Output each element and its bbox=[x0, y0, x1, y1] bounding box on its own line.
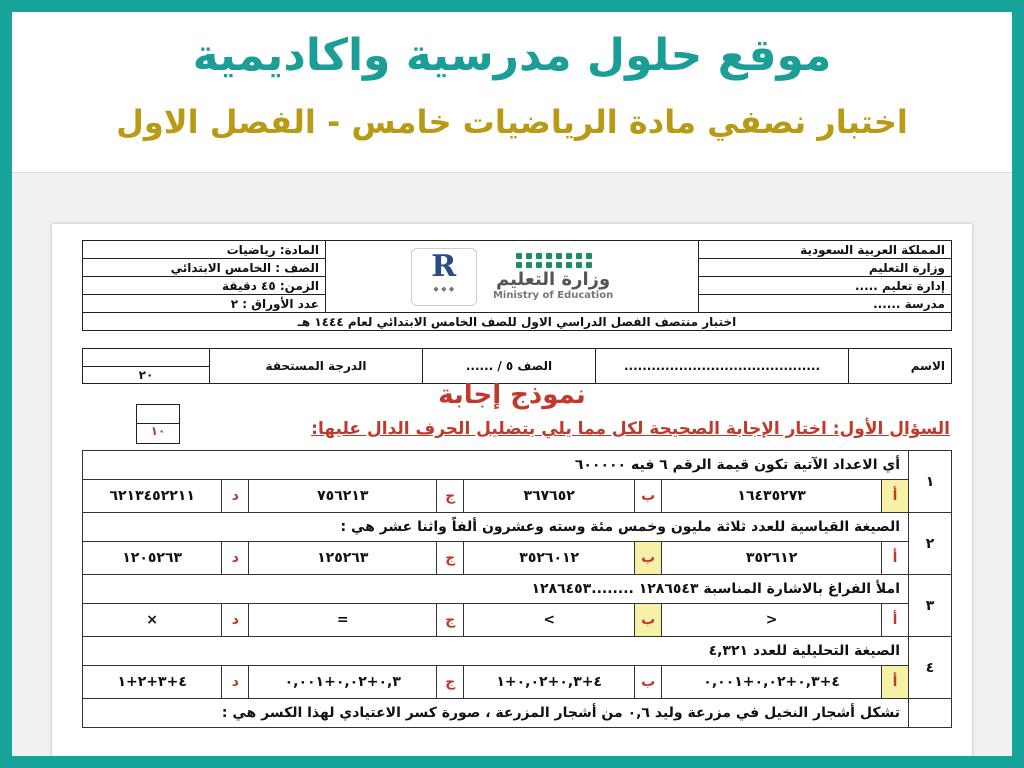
option-letter[interactable]: د bbox=[222, 480, 249, 513]
header-pages: عدد الأوراق : ٢ bbox=[83, 295, 326, 313]
question-text: الصيغة القياسية للعدد ثلاثة مليون وخمس مئة وسته وعشرون ألفاً واثنا عشر هي : bbox=[83, 513, 909, 542]
ministry-dots-icon bbox=[493, 253, 613, 268]
question-text: تشكل أشجار النخيل في مزرعة وليد ٠,٦ من أشجار المزرعة ، صورة كسر الاعتيادي لهذا الكسر هي : bbox=[83, 699, 909, 728]
option-letter[interactable]: أ bbox=[882, 480, 909, 513]
school-r-logo: R ◆ ◆ ◆ bbox=[411, 248, 477, 306]
grade-blank bbox=[83, 349, 210, 367]
option-value: ٧٥٦٢١٣ bbox=[249, 480, 437, 513]
options-row bbox=[83, 542, 952, 575]
option-value: ٤+٣+٢+١ bbox=[83, 666, 222, 699]
header-ministry: وزارة التعليم bbox=[699, 259, 952, 277]
q1-title: السؤال الأول: اختار الإجابة الصحيحة لكل مما يلي بتضليل الحرف الدال عليها: bbox=[311, 419, 950, 439]
questions-table bbox=[82, 450, 952, 728]
option-value: ١٢٥٢٦٣ bbox=[249, 542, 437, 575]
exam-title: اختبار منتصف الفصل الدراسي الاول للصف الخامس الابتدائي لعام ١٤٤٤ هـ bbox=[83, 313, 952, 331]
question-text: أي الاعداد الآتية تكون قيمة الرقم ٦ فيه ٦٠٠٠٠٠ bbox=[83, 451, 909, 480]
class-field[interactable]: الصف ٥ / ...... bbox=[423, 349, 596, 384]
option-value: ٠,٣+٠,٠٢+٠,٠٠١ bbox=[249, 666, 437, 699]
question-row bbox=[83, 513, 952, 542]
option-value: ٦٢١٣٤٥٢٢١١ bbox=[83, 480, 222, 513]
option-value: ٣٥٢٦١٢ bbox=[662, 542, 882, 575]
option-value: ١٦٤٣٥٢٧٣ bbox=[662, 480, 882, 513]
option-letter[interactable]: ب bbox=[635, 666, 662, 699]
question-row-partial bbox=[83, 699, 952, 728]
option-letter[interactable]: أ bbox=[882, 666, 909, 699]
option-value: × bbox=[83, 604, 222, 637]
exam-header-table bbox=[82, 240, 952, 331]
grade-total: ٢٠ bbox=[83, 366, 210, 384]
option-value: ٣٦٧٦٥٢ bbox=[464, 480, 635, 513]
header-subject: المادة: رياضيات bbox=[83, 241, 326, 259]
option-value: < bbox=[662, 604, 882, 637]
student-info-table bbox=[82, 348, 952, 384]
header-directorate: إدارة تعليم ..... bbox=[699, 277, 952, 295]
option-letter[interactable]: ب bbox=[635, 604, 662, 637]
header-grade: الصف : الخامس الابتدائي bbox=[83, 259, 326, 277]
question-number: ١ bbox=[909, 451, 952, 513]
option-letter[interactable]: أ bbox=[882, 542, 909, 575]
option-value: = bbox=[249, 604, 437, 637]
question-row bbox=[83, 637, 952, 666]
site-title: موقع حلول مدرسية واكاديمية bbox=[192, 30, 832, 81]
option-letter[interactable]: ج bbox=[437, 542, 464, 575]
q1-score-box bbox=[136, 404, 180, 444]
question-number bbox=[909, 699, 952, 728]
option-letter[interactable]: ج bbox=[437, 604, 464, 637]
question-row bbox=[83, 575, 952, 604]
option-letter[interactable]: ج bbox=[437, 480, 464, 513]
options-row bbox=[83, 666, 952, 699]
question-row bbox=[83, 451, 952, 480]
header-school: مدرسة ...... bbox=[699, 295, 952, 313]
option-letter[interactable]: أ bbox=[882, 604, 909, 637]
name-field[interactable]: ........................................... bbox=[596, 349, 849, 384]
option-value: ٤+٠,٣+٠,٠٢+١ bbox=[464, 666, 635, 699]
grade-label: الدرجة المستحقة bbox=[210, 349, 423, 384]
exam-paper bbox=[52, 224, 972, 756]
question-number: ٣ bbox=[909, 575, 952, 637]
option-letter[interactable]: ب bbox=[635, 542, 662, 575]
option-value: ٣٥٢٦٠١٢ bbox=[464, 542, 635, 575]
ministry-logo-english: Ministry of Education bbox=[492, 289, 614, 301]
option-letter[interactable]: د bbox=[222, 604, 249, 637]
question-number: ٤ bbox=[909, 637, 952, 699]
option-letter[interactable]: د bbox=[222, 542, 249, 575]
option-value: ٤+٠,٣+٠,٠٢+٠,٠٠١ bbox=[662, 666, 882, 699]
option-letter[interactable]: د bbox=[222, 666, 249, 699]
logos-cell bbox=[326, 241, 699, 313]
header-time: الزمن: ٤٥ دقيقة bbox=[83, 277, 326, 295]
options-row bbox=[83, 480, 952, 513]
option-letter[interactable]: ج bbox=[437, 666, 464, 699]
q1-score: ١٠ bbox=[150, 424, 166, 438]
option-letter[interactable]: ب bbox=[635, 480, 662, 513]
ministry-logo bbox=[493, 253, 613, 301]
site-banner bbox=[12, 12, 1012, 173]
answer-model-heading: نموذج إجابة bbox=[438, 380, 586, 410]
option-value: ١٢٠٥٢٦٣ bbox=[83, 542, 222, 575]
question-text: الصيغة التحليلية للعدد ٤,٣٢١ bbox=[83, 637, 909, 666]
options-row bbox=[83, 604, 952, 637]
header-country: المملكة العربية السعودية bbox=[699, 241, 952, 259]
name-label: الاسم bbox=[849, 349, 952, 384]
page-frame bbox=[12, 12, 1012, 756]
ministry-logo-arabic: وزارة التعليم bbox=[495, 268, 611, 290]
exam-subtitle: اختبار نصفي مادة الرياضيات خامس - الفصل الاول bbox=[116, 103, 908, 141]
question-text: املأ الفراغ بالاشارة المناسبة ١٢٨٦٥٤٣ ........١٢٨٦٤٥٣ bbox=[83, 575, 909, 604]
option-value: > bbox=[464, 604, 635, 637]
question-number: ٢ bbox=[909, 513, 952, 575]
